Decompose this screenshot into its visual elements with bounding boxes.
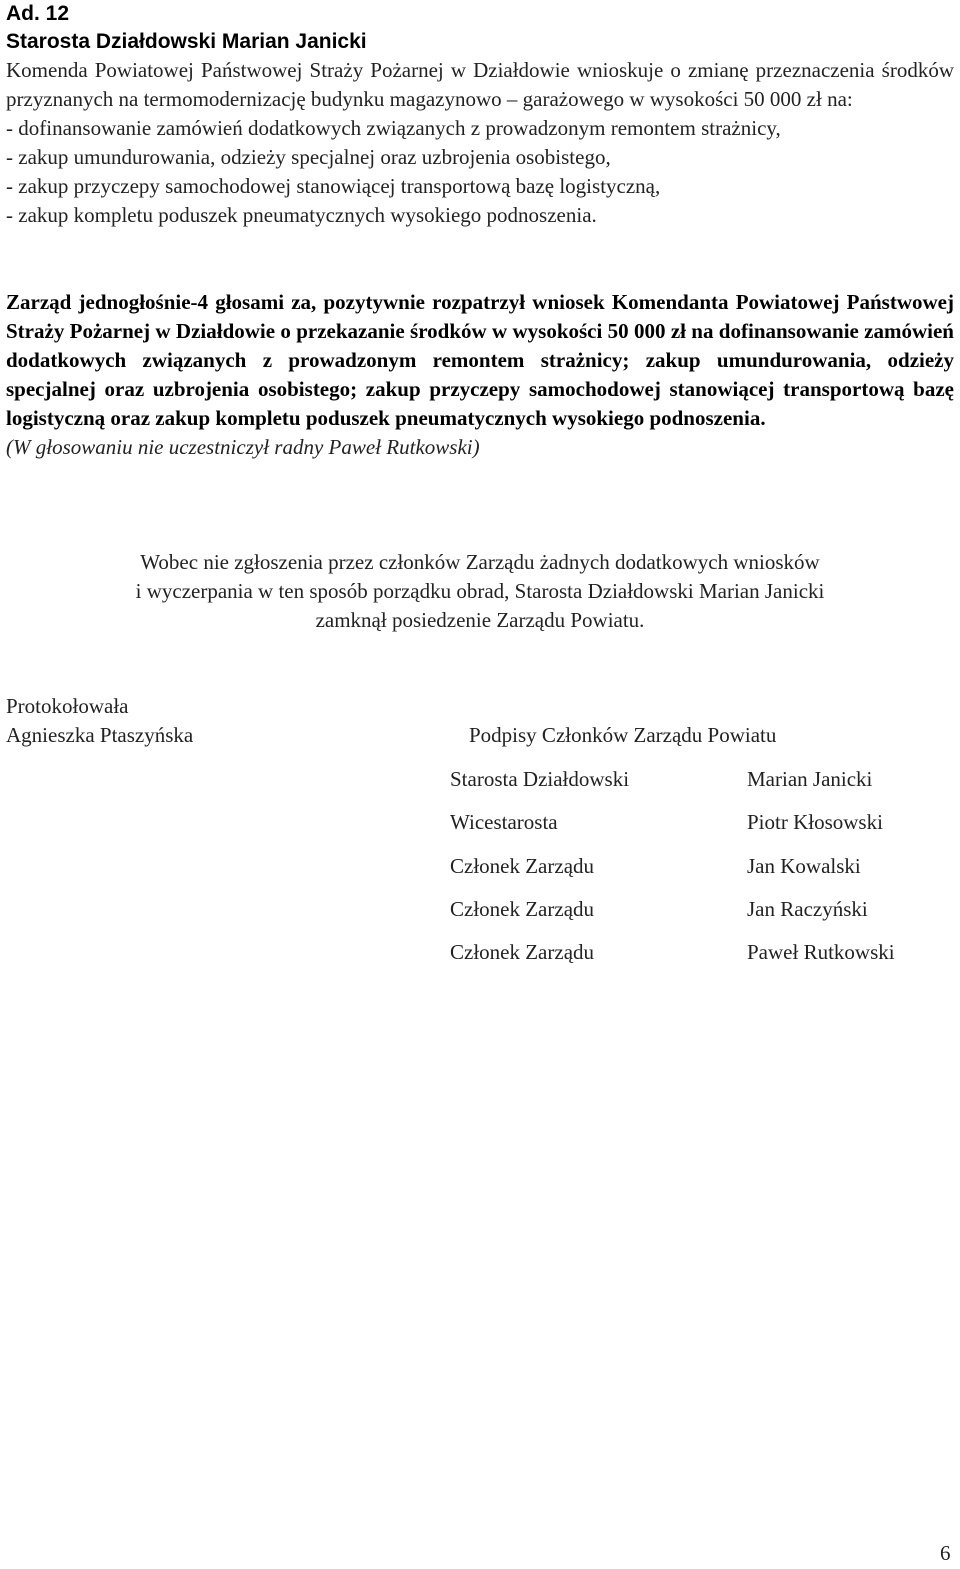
closing-line: i wyczerpania w ten sposób porządku obrad, Starosta Działdowski Marian Janicki — [135, 579, 825, 603]
page-number: 6 — [940, 1541, 951, 1565]
decision-text: Zarząd jednogłośnie-4 głosami za, pozytywnie rozpatrzył wniosek Komendanta Powiatowej Państwowej Straży Pożarnej w Działdowie o przekazanie środków w wysokości 50 000 zł na dofinansowanie zamówień dodatkowych związanych z prowadzonym remontem strażnicy; zakup umundurowania, odzieży specjalnej oraz uzbrojenia osobistego; zakup przyczepy samochodowej stanowiącej transportową bazę logistyczną oraz zakup kompletu poduszek pneumatycznych wysokiego podnoszenia. — [6, 290, 954, 430]
signature-role: Członek Zarządu — [450, 940, 595, 964]
signature-name: Jan Raczyński — [747, 897, 868, 921]
signatures-title: Podpisy Członków Zarządu Powiatu — [469, 723, 777, 747]
request-paragraph — [6, 56, 954, 230]
request-item: - zakup przyczepy samochodowej stanowiącej transportową bazę logistyczną, — [6, 174, 661, 198]
minutes-name: Agnieszka Ptaszyńska — [6, 723, 194, 747]
request-intro: Komenda Powiatowej Państwowej Straży Pożarnej w Działdowie wnioskuje o zmianę przeznaczenia środków przyznanych na termomodernizację budynku magazynowo – garażowego w wysokości 50 000 zł na: — [6, 58, 954, 111]
closing-paragraph — [0, 548, 960, 635]
closing-line: zamknął posiedzenie Zarządu Powiatu. — [315, 608, 645, 632]
closing-line: Wobec nie zgłoszenia przez członków Zarządu żadnych dodatkowych wniosków — [140, 550, 820, 574]
request-item: - zakup kompletu poduszek pneumatycznych wysokiego podnoszenia. — [6, 203, 597, 227]
signature-name: Jan Kowalski — [747, 854, 861, 878]
signature-name: Piotr Kłosowski — [747, 810, 883, 834]
decision-paragraph — [6, 288, 954, 462]
signature-role: Wicestarosta — [450, 810, 558, 834]
request-item: - dofinansowanie zamówień dodatkowych związanych z prowadzonym remontem strażnicy, — [6, 116, 781, 140]
signature-name: Paweł Rutkowski — [747, 940, 895, 964]
voting-note: (W głosowaniu nie uczestniczył radny Paweł Rutkowski) — [6, 435, 480, 459]
signature-role: Członek Zarządu — [450, 854, 595, 878]
request-item: - zakup umundurowania, odzieży specjalnej oraz uzbrojenia osobistego, — [6, 145, 611, 169]
agenda-item-number: Ad. 12 — [6, 2, 70, 25]
signature-role: Starosta Działdowski — [450, 767, 630, 791]
section-heading: Starosta Działdowski Marian Janicki — [6, 30, 367, 53]
signature-role: Członek Zarządu — [450, 897, 595, 921]
minutes-label: Protokołowała — [6, 694, 129, 718]
minutes-taker — [6, 692, 193, 750]
signature-name: Marian Janicki — [747, 767, 873, 791]
